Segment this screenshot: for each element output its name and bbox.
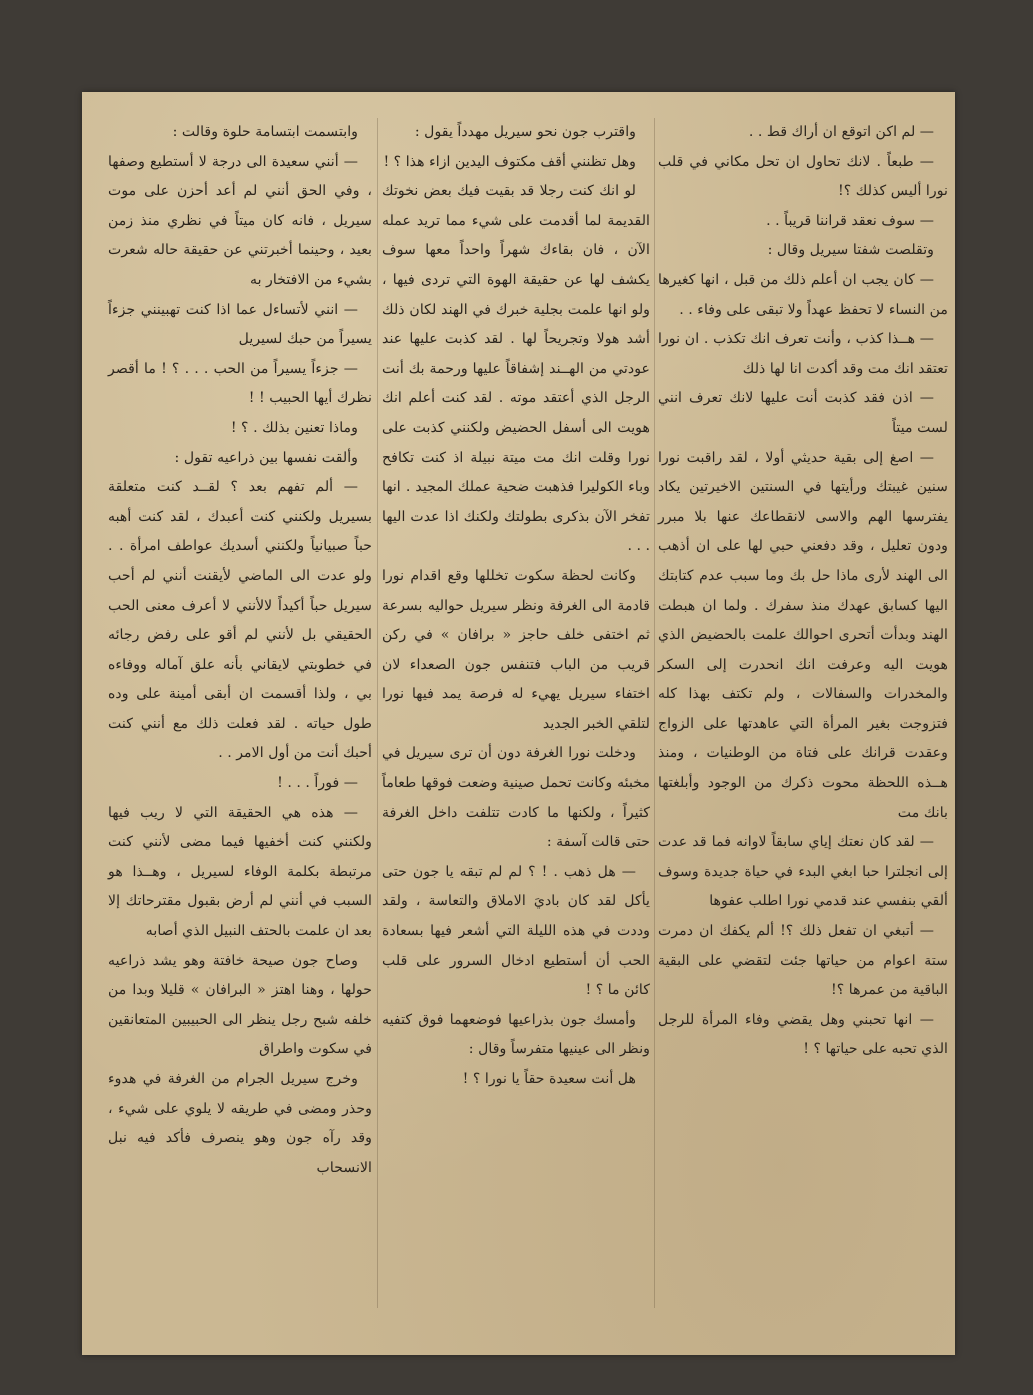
paragraph: — كان يجب ان أعلم ذلك من قبل ، انها كغيرها من النساء لا تحفظ عهداً ولا تبقى على وفاء . .: [658, 271, 948, 318]
paragraph: — لقد كان نعتك إياي سابقاً لاوانه فما قد عدت إلى انجلترا حبا ابغي البدء في حياة جديدة وسوف ألقي بنفسي عند قدمي نورا اطلب عفوها: [658, 834, 948, 910]
paragraph: لو انك كنت رجلا قد بقيت فيك بعض نخوتك القديمة لما أقدمت على شيء مما تريد عمله الآن ، فان بقاءك شهراً واحداً معها سوف يكشف لها عن حقيقة الهوة التي تردى فيها ، ولو انها علمت بجلية خبرك في الهند لكان ذلك أشد هولا وتجريحاً لها . لقد كذبت عليها عند عودتي من الهــند إشفاقاً عليها ورحمة بك أنت الرجل الذي أعتقد موته . لقد كنت أعلم انك هويت الى أسفل الحضيض ولكنني كذبت على نورا وقلت انك مت ميتة نبيلة اذ كنت تكافح وباء الكوليرا فذهبت ضحية عملك المجيد . انها تفخر الآن بذكرى بطولتك ولكنك اذا عدت اليها . . .: [382, 183, 650, 555]
paragraph: — فوراً . . . !: [277, 775, 358, 792]
paragraph: ودخلت نورا الغرفة دون أن ترى سيريل في مخبئه وكانت تحمل صينية وضعت فوقها طعاماً كثيراً ، ولكنها ما كادت تتلفت داخل الغرفة حتى قالت آسفة :: [382, 745, 650, 851]
text-column-right: [658, 118, 948, 1065]
paragraph: — أنني سعيدة الى درجة لا أستطيع وصفها ، وفي الحق أنني لم أعد أحزن على موت سيريل ، فانه كان ميتاً في نظري منذ زمن بعيد ، وحينما أخبرتني عن حقيقة حاله شعرت بشيء من الافتخار به: [108, 153, 372, 288]
paragraph: — ألم تفهم بعد ؟ لقــد كنت متعلقة بسيريل ولكنني كنت أعبدك ، لقد كنت أهبه حباً صبيانياً ولكنني أسديك عواطف امرأة . . ولو عدت الى الماضي لأيقنت أنني لم أحب سيريل حباً أكيداً لالأنني لا أعرف معنى الحب الحقيقي بل لأنني لم أقو على رفض رجائه في خطوبتي لايقاني بأنه علق آماله ووفاءه بي ، ولذا أقسمت ان أبقى أمينة على وده طول حياته . لقد فعلت ذلك مع أنني كنت أحبك أنت من أول الامر . .: [108, 479, 372, 762]
paragraph: هل أنت سعيدة حقاً يا نورا ؟ !: [462, 1071, 636, 1087]
text-column-left: [108, 118, 372, 1183]
paragraph: وتقلصت شفتا سيريل وقال :: [767, 242, 934, 259]
paragraph: — طبعاً . لانك تحاول ان تحل مكاني في قلب نورا أليس كذلك ؟!: [658, 153, 948, 200]
paragraph: وصاح جون صيحة خافتة وهو يشد ذراعيه حولها ، وهنا اهتز « البرافان » قليلا وبدا من خلفه شبح رجل ينظر الى الحبيبين المتعانقين في سكوت واطراق: [108, 952, 372, 1058]
paragraph: — اصغ إلى بقية حديثي أولا ، لقد راقبت نورا سنين غيبتك ورأيتها في السنتين الاخيرتين يكاد يفترسها الهم والاسى لانقطاعك عنها بلا مبرر ودون تعليل ، وقد دفعني حبي لها على ان أذهب الى الهند لأرى ماذا حل بك وما سبب عدم كتابتك اليها كسابق عهدك منذ سفرك . ولما ان هبطت الهند وبدأت أتحرى احوالك علمت بالحضيض الذي هويت اليه وعرفت انك انحدرت إلى السكر والمخدرات والسفالات ، ولم تكتف بهذا كله فتزوجت بغير المرأة التي عاهدتها على الزواج وعقدت قرانك على فتاة من الوطنيات ، ومنذ هــذه اللحظة محوت ذكرك من الوجود وأبلغتها بانك مت: [658, 449, 948, 821]
paragraph: — اذن فقد كذبت أنت عليها لانك تعرف انني لست ميتاً: [658, 390, 948, 436]
paragraph: وكانت لحظة سكوت تخللها وقع اقدام نورا قادمة الى الغرفة ونظر سيريل حواليه بسرعة ثم اختفى خلف حاجز « برافان » في ركن قريب من الباب فتنفس جون الصعداء لان اختفاء سيريل يهيء له فرصة يمد فيها نورا لتلقي الخبر الجديد: [382, 567, 650, 732]
column-divider: [377, 118, 378, 1308]
paragraph: وخرج سيريل الجرام من الغرفة في هدوء وحذر ومضى في طريقه لا يلوي على شيء ، وقد رآه جون وهو ينصرف فأكد فيه نبل الانسحاب: [108, 1071, 372, 1176]
paragraph: وهل تظنني أقف مكتوف اليدين ازاء هذا ؟ !: [383, 153, 636, 170]
column-divider: [654, 118, 655, 1308]
paragraph: — هذه هي الحقيقة التي لا ريب فيها ولكنني كنت أخفيها فيما مضى لأنني كنت مرتبطة بكلمة الوفاء لسيريل ، وهــذا هو السبب في أنني لم أرض بقبول مقترحاتك إلا بعد ان علمت بالحتف النبيل الذي أصابه: [108, 804, 372, 940]
paragraph: — سوف نعقد قراننا قريباً . .: [766, 212, 934, 229]
paragraph: وأمسك جون بذراعيها فوضعهما فوق كتفيه ونظر الى عينيها متفرساً وقال :: [382, 1011, 650, 1058]
paragraph: — جزءاً يسيراً من الحب . . . ؟ ! ما أقصر نظرك أيها الحبيب ! !: [108, 360, 372, 407]
paragraph: — لم اكن اتوقع ان أراك قط . .: [748, 124, 934, 140]
paragraph: — انها تحبني وهل يقضي وفاء المرأة للرجل الذي تحبه على حياتها ؟ !: [658, 1011, 948, 1058]
paragraph: — هل ذهب . ! ؟ لم لم تبقه يا جون حتى يأكل لقد كان باديَ الاملاق والتعاسة ، ولقد وددت في هذه الليلة التي أشعر فيها بسعادة الحب أن أستطيع ادخال السرور على قلب كائن ما ؟ !: [382, 863, 650, 999]
paragraph: — هــذا كذب ، وأنت تعرف انك تكذب . ان نورا تعتقد انك مت وقد أكدت انا لها ذلك: [658, 331, 948, 377]
paragraph: — انني لأتساءل عما اذا كنت تهبينني جزءاً يسيراً من حبك لسيريل: [108, 301, 372, 348]
paragraph: وابتسمت ابتسامة حلوة وقالت :: [172, 124, 358, 140]
paragraph: وألقت نفسها بين ذراعيه تقول :: [174, 449, 358, 466]
paragraph: واقترب جون نحو سيريل مهدداً يقول :: [414, 124, 636, 140]
paragraph: — أتبغي ان تفعل ذلك ؟! ألم يكفك ان دمرت ستة اعوام من حياتها جئت لتقضي على البقية الباقية من عمرها ؟!: [658, 923, 948, 999]
paragraph: وماذا تعنين بذلك . ؟ !: [230, 419, 358, 436]
text-column-middle: [382, 118, 650, 1095]
